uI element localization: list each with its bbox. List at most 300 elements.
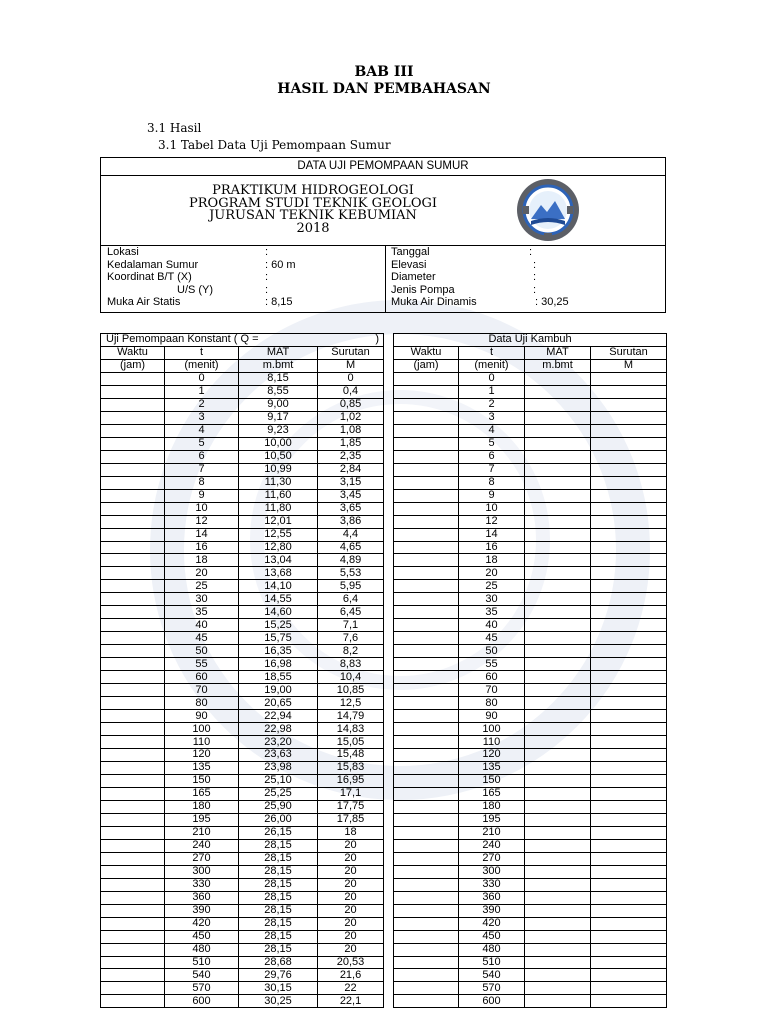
cell-waktu bbox=[394, 671, 459, 684]
cell-mat: 14,10 bbox=[239, 580, 318, 593]
cell-surutan: 5,53 bbox=[318, 567, 384, 580]
cell-waktu bbox=[394, 995, 459, 1008]
cell-surutan: 14,79 bbox=[318, 710, 384, 723]
cell-waktu bbox=[394, 554, 459, 567]
table-row bbox=[101, 489, 384, 502]
cell-t: 150 bbox=[165, 774, 239, 787]
lab-text-block bbox=[101, 185, 525, 235]
cell-surutan bbox=[591, 398, 667, 411]
table-row bbox=[101, 995, 384, 1008]
cell-mat bbox=[525, 852, 591, 865]
cell-waktu bbox=[101, 463, 165, 476]
cell-t: 195 bbox=[459, 813, 525, 826]
cell-surutan bbox=[591, 593, 667, 606]
table-caption: Data Uji Kambuh bbox=[394, 334, 667, 347]
cell-t: 450 bbox=[459, 930, 525, 943]
table-row bbox=[101, 372, 384, 385]
cell-surutan: 0 bbox=[318, 372, 384, 385]
cell-waktu bbox=[101, 515, 165, 528]
cell-waktu bbox=[394, 839, 459, 852]
table-row bbox=[394, 800, 667, 813]
cell-surutan bbox=[591, 437, 667, 450]
cell-mat: 15,25 bbox=[239, 619, 318, 632]
table-caption-row bbox=[101, 334, 384, 347]
cell-waktu bbox=[394, 463, 459, 476]
cell-mat: 16,98 bbox=[239, 658, 318, 671]
cell-surutan: 8,83 bbox=[318, 658, 384, 671]
cell-surutan: 6,4 bbox=[318, 593, 384, 606]
cell-surutan bbox=[591, 736, 667, 749]
cell-surutan bbox=[591, 554, 667, 567]
cell-waktu bbox=[101, 800, 165, 813]
subsection-heading: 3.1 Tabel Data Uji Pemompaan Sumur bbox=[158, 138, 391, 152]
cell-waktu bbox=[394, 697, 459, 710]
cell-waktu bbox=[101, 502, 165, 515]
cell-surutan: 17,75 bbox=[318, 800, 384, 813]
cell-surutan: 3,45 bbox=[318, 489, 384, 502]
cell-t: 135 bbox=[459, 761, 525, 774]
cell-waktu bbox=[101, 619, 165, 632]
cell-mat bbox=[525, 671, 591, 684]
field-value: : bbox=[533, 283, 537, 296]
cell-waktu bbox=[101, 826, 165, 839]
cell-surutan bbox=[591, 385, 667, 398]
cell-mat bbox=[525, 930, 591, 943]
field-label: Muka Air Statis bbox=[107, 296, 181, 309]
cell-surutan bbox=[591, 632, 667, 645]
cell-surutan bbox=[591, 723, 667, 736]
lab-line: PROGRAM STUDI TEKNIK GEOLOGI bbox=[189, 195, 437, 211]
cell-surutan: 17,85 bbox=[318, 813, 384, 826]
cell-surutan bbox=[591, 891, 667, 904]
cell-t: 25 bbox=[165, 580, 239, 593]
cell-surutan bbox=[591, 710, 667, 723]
cell-waktu bbox=[394, 878, 459, 891]
cell-waktu bbox=[101, 528, 165, 541]
cell-mat: 12,55 bbox=[239, 528, 318, 541]
cell-surutan bbox=[591, 697, 667, 710]
cell-mat bbox=[525, 697, 591, 710]
cell-t: 4 bbox=[165, 424, 239, 437]
table-row bbox=[101, 839, 384, 852]
cell-t: 480 bbox=[165, 943, 239, 956]
cell-waktu bbox=[394, 917, 459, 930]
cell-surutan: 2,84 bbox=[318, 463, 384, 476]
table-row bbox=[101, 671, 384, 684]
table-row bbox=[394, 424, 667, 437]
cell-surutan: 7,1 bbox=[318, 619, 384, 632]
cell-t: 35 bbox=[459, 606, 525, 619]
cell-waktu bbox=[101, 710, 165, 723]
cell-t: 80 bbox=[459, 697, 525, 710]
cell-surutan bbox=[591, 541, 667, 554]
table-units-row bbox=[101, 359, 384, 372]
table-row bbox=[101, 619, 384, 632]
cell-surutan: 1,85 bbox=[318, 437, 384, 450]
cell-t: 30 bbox=[459, 593, 525, 606]
cell-t: 50 bbox=[459, 645, 525, 658]
cell-waktu bbox=[101, 658, 165, 671]
table-row bbox=[394, 917, 667, 930]
cell-surutan bbox=[591, 658, 667, 671]
table-row bbox=[394, 710, 667, 723]
cell-surutan bbox=[591, 878, 667, 891]
cell-t: 7 bbox=[459, 463, 525, 476]
cell-t: 270 bbox=[165, 852, 239, 865]
cell-surutan bbox=[591, 943, 667, 956]
cell-surutan: 20 bbox=[318, 904, 384, 917]
cell-surutan bbox=[591, 969, 667, 982]
column-unit: (jam) bbox=[101, 359, 165, 372]
table-row bbox=[101, 787, 384, 800]
cell-t: 80 bbox=[165, 697, 239, 710]
table-row bbox=[101, 697, 384, 710]
field-value: : bbox=[265, 271, 269, 284]
cell-surutan: 20,53 bbox=[318, 956, 384, 969]
cell-waktu bbox=[394, 891, 459, 904]
cell-t: 570 bbox=[459, 982, 525, 995]
table-row bbox=[101, 930, 384, 943]
cell-surutan: 6,45 bbox=[318, 606, 384, 619]
cell-waktu bbox=[101, 645, 165, 658]
cell-waktu bbox=[101, 632, 165, 645]
column-header: Surutan bbox=[591, 346, 667, 359]
cell-waktu bbox=[101, 567, 165, 580]
cell-t: 570 bbox=[165, 982, 239, 995]
cell-waktu bbox=[394, 684, 459, 697]
cell-waktu bbox=[394, 658, 459, 671]
cell-waktu bbox=[101, 787, 165, 800]
cell-mat: 25,90 bbox=[239, 800, 318, 813]
cell-surutan: 14,83 bbox=[318, 723, 384, 736]
cell-waktu bbox=[394, 774, 459, 787]
table-row bbox=[101, 554, 384, 567]
cell-mat bbox=[525, 878, 591, 891]
table-row bbox=[394, 878, 667, 891]
cell-t: 150 bbox=[459, 774, 525, 787]
cell-waktu bbox=[101, 930, 165, 943]
cell-surutan: 10,85 bbox=[318, 684, 384, 697]
cell-t: 6 bbox=[165, 450, 239, 463]
cell-waktu bbox=[394, 969, 459, 982]
cell-surutan bbox=[591, 761, 667, 774]
cell-mat: 26,00 bbox=[239, 813, 318, 826]
column-unit: (menit) bbox=[459, 359, 525, 372]
table-row bbox=[394, 749, 667, 762]
cell-mat: 25,25 bbox=[239, 787, 318, 800]
cell-t: 195 bbox=[165, 813, 239, 826]
cell-waktu bbox=[394, 450, 459, 463]
cell-waktu bbox=[101, 736, 165, 749]
cell-waktu bbox=[394, 580, 459, 593]
cell-waktu bbox=[394, 385, 459, 398]
table-row bbox=[101, 800, 384, 813]
cell-t: 390 bbox=[165, 904, 239, 917]
column-unit: m.bmt bbox=[239, 359, 318, 372]
field-value: : bbox=[529, 246, 533, 258]
cell-waktu bbox=[101, 541, 165, 554]
cell-t: 390 bbox=[459, 904, 525, 917]
cell-surutan: 20 bbox=[318, 852, 384, 865]
table-row bbox=[394, 411, 667, 424]
table-row bbox=[394, 671, 667, 684]
cell-mat bbox=[525, 904, 591, 917]
cell-t: 330 bbox=[165, 878, 239, 891]
cell-mat bbox=[525, 813, 591, 826]
cell-waktu bbox=[394, 943, 459, 956]
cell-t: 600 bbox=[459, 995, 525, 1008]
cell-surutan bbox=[591, 787, 667, 800]
section-heading: 3.1 Hasil bbox=[147, 121, 202, 135]
column-header: t bbox=[459, 346, 525, 359]
cell-mat bbox=[525, 891, 591, 904]
cell-t: 10 bbox=[165, 502, 239, 515]
table-row bbox=[394, 372, 667, 385]
cell-mat: 9,17 bbox=[239, 411, 318, 424]
cell-mat bbox=[525, 515, 591, 528]
cell-t: 540 bbox=[459, 969, 525, 982]
cell-mat bbox=[525, 995, 591, 1008]
cell-surutan bbox=[591, 645, 667, 658]
cell-waktu bbox=[394, 787, 459, 800]
cell-mat: 15,75 bbox=[239, 632, 318, 645]
cell-surutan: 5,95 bbox=[318, 580, 384, 593]
cell-surutan: 20 bbox=[318, 865, 384, 878]
cell-surutan bbox=[591, 774, 667, 787]
cell-surutan bbox=[591, 813, 667, 826]
cell-surutan bbox=[591, 476, 667, 489]
cell-t: 165 bbox=[165, 787, 239, 800]
cell-t: 110 bbox=[165, 736, 239, 749]
cell-waktu bbox=[394, 502, 459, 515]
table-row bbox=[394, 632, 667, 645]
cell-mat bbox=[525, 450, 591, 463]
cell-t: 14 bbox=[165, 528, 239, 541]
column-header: t bbox=[165, 346, 239, 359]
cell-surutan: 15,05 bbox=[318, 736, 384, 749]
cell-t: 9 bbox=[459, 489, 525, 502]
cell-surutan bbox=[591, 852, 667, 865]
field-label: Koordinat B/T (X) bbox=[107, 271, 192, 284]
cell-mat bbox=[525, 865, 591, 878]
field-label: Diameter bbox=[391, 271, 436, 284]
cell-mat: 22,98 bbox=[239, 723, 318, 736]
table-row bbox=[394, 580, 667, 593]
field-label: Muka Air Dinamis bbox=[391, 296, 477, 309]
cell-mat bbox=[525, 476, 591, 489]
table-row bbox=[101, 385, 384, 398]
field-label: Kedalaman Sumur bbox=[107, 258, 199, 271]
table-row bbox=[394, 437, 667, 450]
table-row bbox=[101, 541, 384, 554]
table-row bbox=[394, 658, 667, 671]
cell-waktu bbox=[394, 800, 459, 813]
table-row bbox=[394, 943, 667, 956]
table-caption: Uji Pemompaan Konstant ( Q = bbox=[101, 334, 318, 347]
cell-mat bbox=[525, 749, 591, 762]
table-header-row bbox=[394, 346, 667, 359]
cell-mat: 14,55 bbox=[239, 593, 318, 606]
cell-surutan: 0,4 bbox=[318, 385, 384, 398]
lab-line: JURUSAN TEKNIK KEBUMIAN bbox=[209, 208, 417, 223]
cell-mat: 28,15 bbox=[239, 930, 318, 943]
cell-surutan: 1,02 bbox=[318, 411, 384, 424]
cell-t: 210 bbox=[165, 826, 239, 839]
column-unit: (jam) bbox=[394, 359, 459, 372]
table-row bbox=[101, 774, 384, 787]
cell-waktu bbox=[101, 723, 165, 736]
field-value: : 30,25 bbox=[535, 296, 569, 309]
cell-mat bbox=[525, 826, 591, 839]
cell-waktu bbox=[101, 956, 165, 969]
cell-waktu bbox=[101, 385, 165, 398]
cell-t: 360 bbox=[459, 891, 525, 904]
column-header: MAT bbox=[239, 346, 318, 359]
table-row bbox=[101, 515, 384, 528]
cell-t: 18 bbox=[459, 554, 525, 567]
field-label: Tanggal bbox=[391, 246, 430, 258]
cell-waktu bbox=[101, 476, 165, 489]
cell-waktu bbox=[394, 956, 459, 969]
table-row bbox=[394, 489, 667, 502]
form-header-box bbox=[100, 157, 666, 313]
cell-mat bbox=[525, 787, 591, 800]
table-row bbox=[394, 554, 667, 567]
cell-t: 8 bbox=[165, 476, 239, 489]
table-row bbox=[394, 463, 667, 476]
cell-mat: 30,25 bbox=[239, 995, 318, 1008]
cell-waktu bbox=[101, 839, 165, 852]
field-value: : 60 m bbox=[265, 258, 296, 271]
table-row bbox=[101, 476, 384, 489]
cell-t: 20 bbox=[459, 567, 525, 580]
cell-t: 45 bbox=[459, 632, 525, 645]
cell-surutan: 10,4 bbox=[318, 671, 384, 684]
cell-mat: 19,00 bbox=[239, 684, 318, 697]
chapter-heading: BAB III bbox=[354, 64, 414, 80]
table-row bbox=[101, 943, 384, 956]
table-row bbox=[101, 865, 384, 878]
table-row bbox=[101, 956, 384, 969]
cell-surutan: 4,65 bbox=[318, 541, 384, 554]
cell-t: 0 bbox=[165, 372, 239, 385]
cell-waktu bbox=[394, 528, 459, 541]
table-row bbox=[394, 593, 667, 606]
cell-surutan: 1,08 bbox=[318, 424, 384, 437]
cell-surutan bbox=[591, 995, 667, 1008]
cell-mat bbox=[525, 424, 591, 437]
cell-mat: 29,76 bbox=[239, 969, 318, 982]
cell-t: 16 bbox=[459, 541, 525, 554]
cell-mat bbox=[525, 723, 591, 736]
cell-waktu bbox=[394, 411, 459, 424]
cell-waktu bbox=[394, 489, 459, 502]
cell-t: 450 bbox=[165, 930, 239, 943]
cell-mat: 13,04 bbox=[239, 554, 318, 567]
cell-t: 3 bbox=[459, 411, 525, 424]
cell-mat: 16,35 bbox=[239, 645, 318, 658]
cell-waktu bbox=[101, 865, 165, 878]
cell-waktu bbox=[101, 813, 165, 826]
cell-waktu bbox=[101, 697, 165, 710]
table-row bbox=[394, 723, 667, 736]
cell-waktu bbox=[394, 904, 459, 917]
cell-mat: 25,10 bbox=[239, 774, 318, 787]
cell-mat: 20,65 bbox=[239, 697, 318, 710]
field-value: : bbox=[265, 246, 269, 258]
cell-surutan: 4,89 bbox=[318, 554, 384, 567]
column-unit: M bbox=[318, 359, 384, 372]
cell-surutan bbox=[591, 372, 667, 385]
cell-surutan bbox=[591, 463, 667, 476]
cell-surutan: 17,1 bbox=[318, 787, 384, 800]
cell-waktu bbox=[394, 372, 459, 385]
cell-t: 600 bbox=[165, 995, 239, 1008]
cell-surutan bbox=[591, 800, 667, 813]
cell-waktu bbox=[394, 865, 459, 878]
cell-surutan bbox=[591, 580, 667, 593]
table-row bbox=[394, 852, 667, 865]
table-row bbox=[101, 826, 384, 839]
cell-mat: 12,80 bbox=[239, 541, 318, 554]
cell-t: 1 bbox=[459, 385, 525, 398]
table-row bbox=[394, 450, 667, 463]
cell-mat bbox=[525, 541, 591, 554]
cell-mat bbox=[525, 411, 591, 424]
table-row bbox=[394, 515, 667, 528]
cell-mat: 28,15 bbox=[239, 839, 318, 852]
cell-waktu bbox=[101, 878, 165, 891]
cell-mat: 28,68 bbox=[239, 956, 318, 969]
cell-waktu bbox=[101, 891, 165, 904]
cell-waktu bbox=[101, 450, 165, 463]
cell-t: 240 bbox=[165, 839, 239, 852]
cell-waktu bbox=[394, 593, 459, 606]
cell-waktu bbox=[101, 761, 165, 774]
cell-waktu bbox=[394, 632, 459, 645]
cell-mat bbox=[525, 956, 591, 969]
cell-waktu bbox=[101, 969, 165, 982]
cell-mat: 22,94 bbox=[239, 710, 318, 723]
table-row bbox=[394, 697, 667, 710]
lab-line: 2018 bbox=[296, 220, 330, 236]
table-row bbox=[101, 632, 384, 645]
table-row bbox=[394, 398, 667, 411]
cell-mat bbox=[525, 969, 591, 982]
table-units-row bbox=[394, 359, 667, 372]
cell-t: 6 bbox=[459, 450, 525, 463]
cell-waktu bbox=[101, 606, 165, 619]
cell-t: 2 bbox=[459, 398, 525, 411]
cell-mat: 10,99 bbox=[239, 463, 318, 476]
cell-waktu bbox=[394, 437, 459, 450]
table-row bbox=[394, 787, 667, 800]
cell-surutan: 4,4 bbox=[318, 528, 384, 541]
cell-surutan bbox=[591, 904, 667, 917]
table-row bbox=[394, 904, 667, 917]
cell-waktu bbox=[394, 606, 459, 619]
table-row bbox=[394, 969, 667, 982]
table-row bbox=[101, 761, 384, 774]
cell-surutan bbox=[591, 619, 667, 632]
column-header: MAT bbox=[525, 346, 591, 359]
cell-waktu bbox=[394, 930, 459, 943]
cell-mat bbox=[525, 528, 591, 541]
table-row bbox=[101, 437, 384, 450]
cell-surutan bbox=[591, 917, 667, 930]
table-row bbox=[101, 852, 384, 865]
cell-surutan: 20 bbox=[318, 943, 384, 956]
